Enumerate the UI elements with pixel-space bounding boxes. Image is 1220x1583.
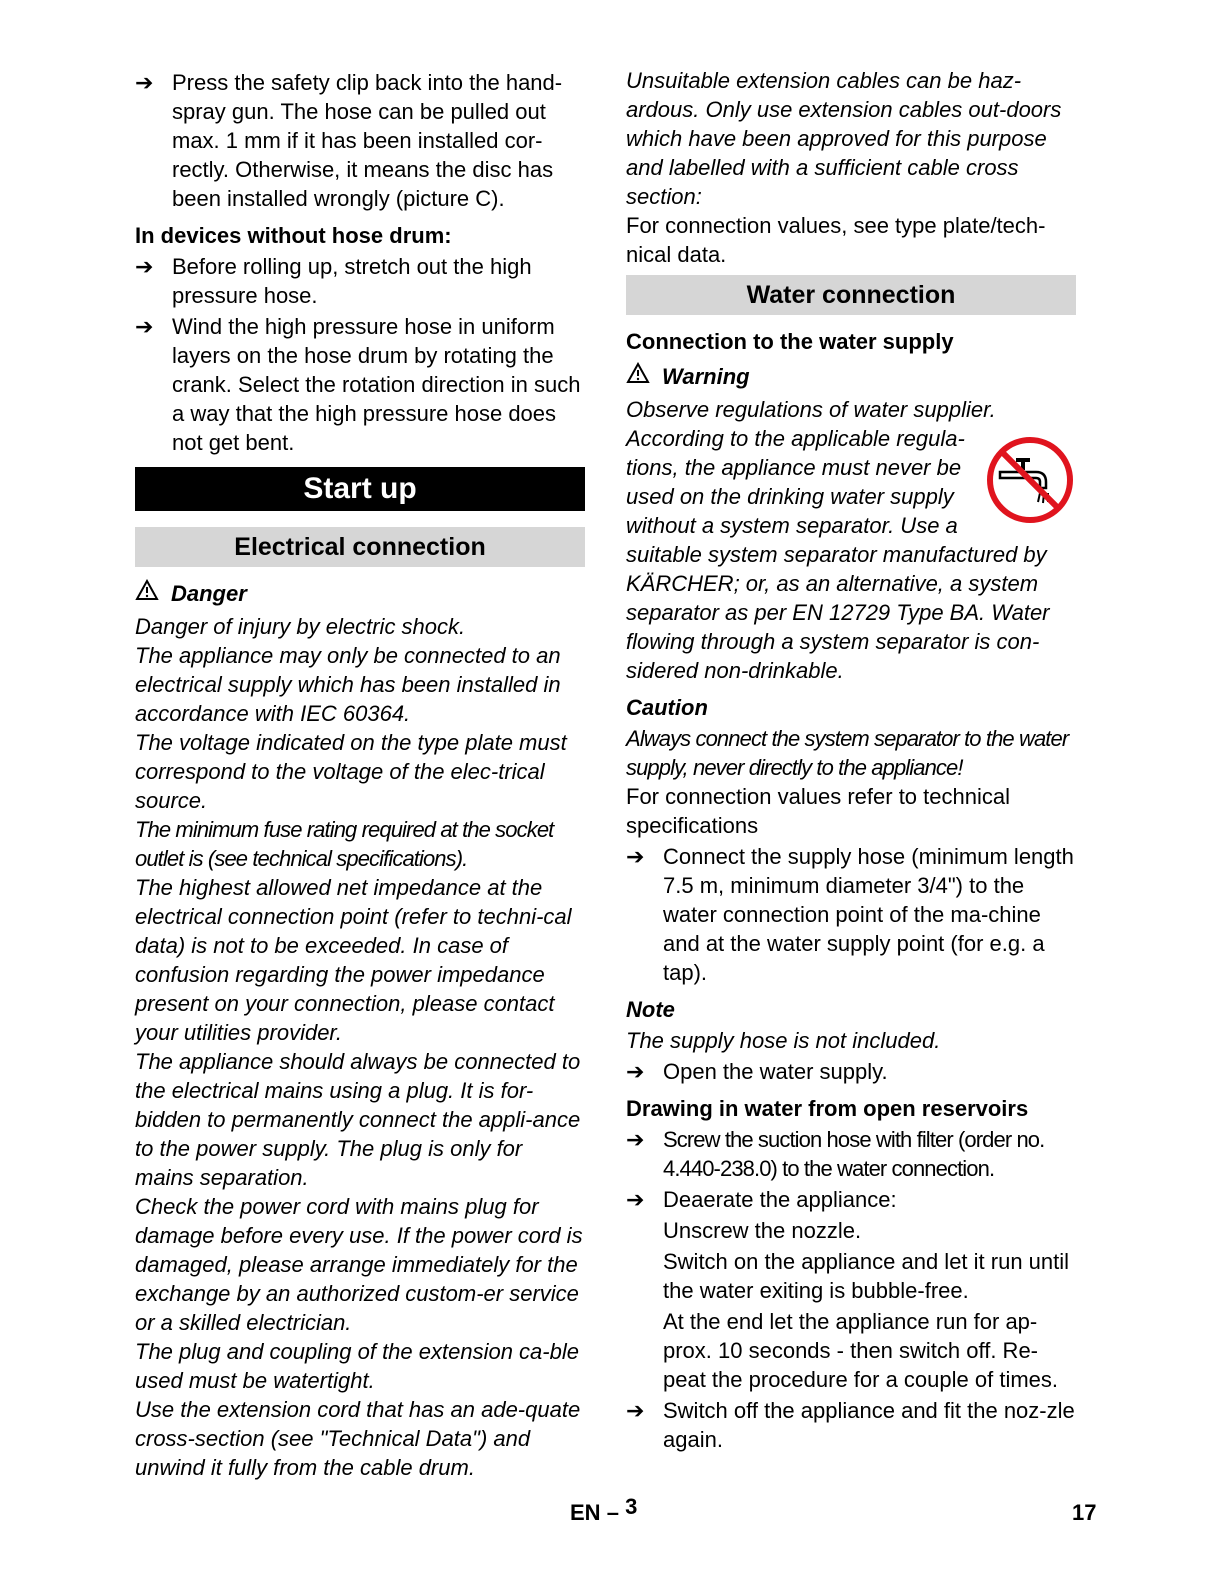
arrow-right-icon: ➔ <box>626 1059 645 1084</box>
danger-text: The appliance may only be connected to an electrical supply which has been installed in accordance with IEC 60364. <box>135 643 561 726</box>
step-text: Connect the supply hose (minimum length 7.5 m, minimum diameter 3/4") to the water connection point of the ma-chine and at the water supply point (for e.g. a tap). <box>663 844 1074 985</box>
subheading-without-hose-drum: In devices without hose drum: <box>135 223 452 248</box>
subheading-open-reservoirs: Drawing in water from open reservoirs <box>626 1096 1029 1121</box>
step-text: Screw the suction hose with filter (order no. 4.440-238.0) to the water connection. <box>663 1127 1045 1181</box>
danger-heading <box>135 579 585 608</box>
arrow-right-icon: ➔ <box>626 1398 645 1423</box>
instruction-step <box>626 1396 1076 1454</box>
step-text: Wind the high pressure hose in uniform layers on the hose drum by rotating the crank. Select the rotation direction in such a way that the high pressure hose does not get bent. <box>172 314 581 455</box>
step-text: Open the water supply. <box>663 1059 888 1084</box>
danger-text: The minimum fuse rating required at the socket outlet is (see technical specifications). <box>135 817 554 871</box>
page-number: 17 <box>1072 1500 1097 1525</box>
danger-text: The highest allowed net impedance at the electrical connection point (refer to techni-cal data) is not to be exceeded. In case of confusion regarding the power impedance present on your connection, please contact your utilities provider. <box>135 875 572 1045</box>
danger-text: The plug and coupling of the extension ca-ble used must be watertight. <box>135 1339 579 1393</box>
section-heading-electrical-connection: Electrical connection <box>135 527 585 567</box>
connection-values-text: For connection values refer to technical specifications <box>626 784 1010 838</box>
step-text: Switch off the appliance and fit the noz-zle again. <box>663 1398 1075 1452</box>
note-text: The supply hose is not included. <box>626 1028 941 1053</box>
arrow-right-icon: ➔ <box>135 254 154 279</box>
deaerate-substep: Unscrew the nozzle. <box>663 1218 862 1243</box>
instruction-step <box>135 252 585 310</box>
arrow-right-icon: ➔ <box>626 844 645 869</box>
danger-label: Danger <box>171 581 247 606</box>
danger-text: The voltage indicated on the type plate must correspond to the voltage of the elec-trical source. <box>135 730 567 813</box>
connection-values-text: For connection values, see type plate/tech-nical data. <box>626 213 1046 267</box>
warning-label: Warning <box>662 364 750 389</box>
deaerate-substep: At the end let the appliance run for ap-prox. 10 seconds - then switch off. Re-peat the procedure for a couple of times. <box>663 1309 1059 1392</box>
left-column <box>135 66 585 1482</box>
instruction-step <box>626 1125 1076 1183</box>
warning-triangle-icon <box>626 362 662 391</box>
caution-label: Caution <box>626 695 708 720</box>
instruction-step <box>626 1057 1076 1086</box>
warning-text: Observe regulations of water supplier. <box>626 397 996 422</box>
deaerate-substep: Switch on the appliance and let it run until the water exiting is bubble-free. <box>663 1249 1070 1303</box>
subheading-water-supply: Connection to the water supply <box>626 329 954 354</box>
arrow-right-icon: ➔ <box>135 314 154 339</box>
danger-text: Check the power cord with mains plug for damage before every use. If the power cord is damaged, please arrange immediately for the exchange by an authorized custom-er service or a skilled electrician. <box>135 1194 583 1335</box>
footer-language: EN <box>570 1500 601 1525</box>
warning-body: According to the applicable regula-tions, the appliance must never be used on the drinking water supply without a system separator. Use a suitable system separator manufactured by KÄRCHER; or, as an alternative, a system separator as per EN 12729 Type BA. Water flowing through a system separator is con-sidered non-drinkable. <box>626 426 1050 683</box>
footer-section-page: 3 <box>625 1494 638 1519</box>
section-heading-start-up: Start up <box>135 467 585 511</box>
no-drinking-water-icon <box>986 436 1074 524</box>
arrow-right-icon: ➔ <box>626 1127 645 1152</box>
step-text: Press the safety clip back into the hand-spray gun. The hose can be pulled out max. 1 mm if it has been installed cor-rectly. Otherwise, it means the disc has been installed wrongly (picture C). <box>172 70 563 211</box>
warning-heading <box>626 362 1076 391</box>
arrow-right-icon: ➔ <box>626 1187 645 1212</box>
danger-text: Use the extension cord that has an ade-quate cross-section (see "Technical Data") and unwind it fully from the cable drum. <box>135 1397 581 1480</box>
danger-text: Danger of injury by electric shock. <box>135 614 466 639</box>
step-text: Deaerate the appliance: <box>663 1187 897 1212</box>
danger-text: The appliance should always be connected to the electrical mains using a plug. It is for-bidden to permanently connect the appli-ance to the power supply. The plug is only for mains separation. <box>135 1049 581 1190</box>
section-heading-water-connection: Water connection <box>626 275 1076 315</box>
instruction-step <box>135 312 585 457</box>
footer-section-label <box>570 1494 638 1526</box>
note-label: Note <box>626 997 675 1022</box>
right-column <box>626 66 1076 1456</box>
caution-text: Always connect the system separator to the water supply, never directly to the appliance! <box>626 726 1069 780</box>
arrow-right-icon: ➔ <box>135 70 154 95</box>
footer-dash: – <box>606 1500 619 1525</box>
instruction-step <box>626 1185 1076 1214</box>
warning-triangle-icon <box>135 579 171 608</box>
step-text: Before rolling up, stretch out the high pressure hose. <box>172 254 532 308</box>
extension-cable-warning: Unsuitable extension cables can be haz-ardous. Only use extension cables out-doors which have been approved for this purpose and labelled with a sufficient cable cross section: <box>626 68 1062 209</box>
instruction-step <box>135 68 585 213</box>
instruction-step <box>626 842 1076 987</box>
